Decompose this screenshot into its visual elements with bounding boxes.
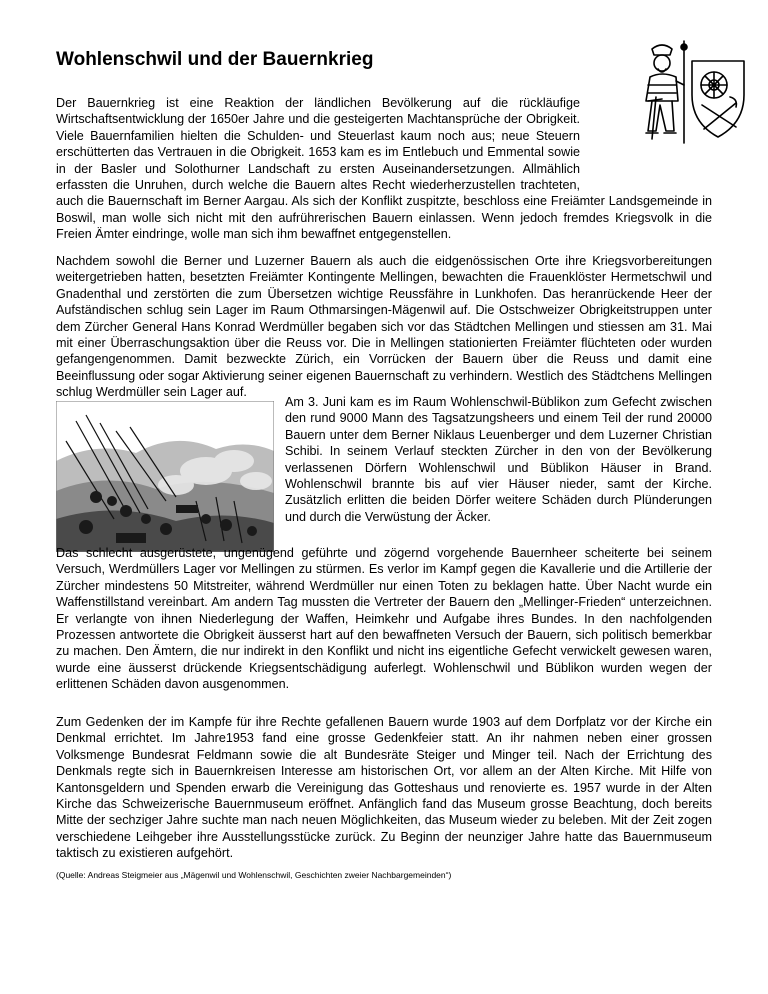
page-title: Wohlenschwil und der Bauernkrieg [56, 49, 374, 70]
battle-engraving-image [56, 401, 274, 552]
paragraph-memorial: Zum Gedenken der im Kampfe für ihre Rechte gefallenen Bauern wurde 1903 auf dem Dorfplatz vor der Kirche ein Denkmal errichtet. Im Jahre1953 fand eine grosse Gedenkfeier statt. An ihr nahmen neben einer grossen Volksmenge Bundesrat Feldmann sowie die alt Bundesräte Steiger und Minger teil. Nach der Errichtung des Denkmals regte sich in Bauernkreisen Interesse am historischen Ort, vor allem an der Alten Kirche. Mit Hilfe von Kantonsgeldern und Spenden erwarb die Vereinigung das Gotteshaus und renovierte es. 1957 wurde in der Alten Kirche das Schweizerische Bauernmuseum eröffnet. Anfänglich fand das Museum grosse Beachtung, doch bereits Mitte der sechziger Jahre suchte man nach neuen Möglichkeiten, das Museum wieder zu beleben. Mit der Zeit zogen verschiedene Leihgeber ihre Ausstellungsstücke zurück. Zu Beginn der neunziger Jahre hatte das Bauernmuseum taktisch zu existieren aufgehört. [56, 715, 712, 861]
paragraph-aftermath: Das schlecht ausgerüstete, ungenügend geführte und zögernd vorgehende Bauernheer scheiterte bei seinem Versuch, Werdmüllers Lager vor Mellingen zu stürmen. Es verlor im Kampf gegen die Kavallerie und die Artillerie der Zürcher mindestens 50 Mitstreiter, während Werdmüller nur einen Toten zu beklagen hatte. Über Nacht wurde ein Waffenstillstand vereinbart. Am andern Tag mussten die Vertreter der Bauern den „Mellinger-Frieden“ unterzeichnen. Er verlangte von ihnen Niederlegung der Waffen, Heimkehr und Aufgabe ihres Bundes. In den nachfolgenden Prozessen antwortete die Obrigkeit äusserst hart auf den bewaffneten Versuch der Bauern, sich politisch bemerkbar zu machen. Den Ämtern, die nur indirekt in den Konflikt und nicht ins eigentliche Gefecht verwickelt gewesen waren, wurde eine äusserst drückende Kriegsentschädigung auferlegt. Wohlenschwil und Büblikon wurden wegen der erlittenen Schäden davon ausgenommen. [56, 546, 712, 692]
paragraph-intro-text: Der Bauernkrieg ist eine Reaktion der ländlichen Bevölkerung auf die rückläufige Wirtschaftsentwicklung der 1650er Jahre und die gesteigerten Machtansprüche der Obrigkeit. Viele Bauernfamilien hielten die Schulden- und Steuerlast kaum noch aus; neue Steuern erschütterten das Vertrauen in die Obrigkeit. 1653 kam es im Entlebuch und Emmental sowie in der Basler und Solothurner Landschaft zu ersten Auseinandersetzungen. Allmählich erfassten die Unruhen, durch welche die Bauern altes Recht wiederherzustellen trachteten, auch die Bauernschaft im Berner Aargau. Als sich der Konflikt zuspitzte, beschloss eine Freiämter Landsgemeinde in Boswil, man wolle sich nicht mit den aufrührerischen Bauern einlassen. Wenn jedoch fremdes Kriegsvolk in die Freien Ämter eindringe, wolle man sich ihm bewaffnet entgegenstellen. [56, 96, 712, 242]
source-citation: (Quelle: Andreas Steigmeier aus „Mägenwil und Wohlenschwil, Geschichten zweier Nachbargemeinden“) [56, 870, 452, 880]
emblem-spacer [584, 81, 712, 178]
paragraph-intro [56, 95, 712, 243]
paragraph-preparations: Nachdem sowohl die Berner und Luzerner Bauern als auch die eidgenössischen Orte ihre Kriegsvorbereitungen weitergetrieben hatten, besetzten Freiämter Kontingente Mellingen, bewachten die Frauenklöster Hermetschwil und Gnadenthal und zerstörten die zum Übersetzen wichtige Reussfähre in Lunkhofen. Das heranrückende Heer der Aufständischen schlug sein Lager im Raum Othmarsingen-Mägenwil auf. Die Ostschweizer Obrigkeitstruppen unter dem Zürcher General Hans Konrad Werdmüller begaben sich vor das Städtchen Mellingen und stiessen am 31. Mai mit einer Überraschungsaktion über die Reuss vor. Die in Mellingen stationierten Freiämter flüchteten oder wurden gefangengenommen. Damit bezweckte Zürich, ein Vorrücken der Bauern über die Reuss und damit eine Beeinflussung oder sogar Aktivierung seiner eigenen Bauernschaft zu verhindern. Westlich des Städtchens Mellingen schlug Werdmüller sein Lager auf. [56, 254, 712, 400]
paragraph-battle: Am 3. Juni kam es im Raum Wohlenschwil-Büblikon zum Gefecht zwischen den rund 9000 Mann des Tagsatzungsheers und einem Teil der rund 20000 Bauern unter dem Berner Niklaus Leuenberger und dem Luzerner Christian Schibi. In seinem Verlauf steckten Zürcher in den von der Bevölkerung verlassenen Dörfern Wohlenschwil und Büblikon Häuser in Brand. Wohlenschwil brannte bis auf vier Häuser nieder, samt der Kirche. Zusätzlich erlitten die beiden Dörfer weitere Schäden durch Plünderungen und durch die Verwüstung der Äcker. [285, 395, 712, 524]
